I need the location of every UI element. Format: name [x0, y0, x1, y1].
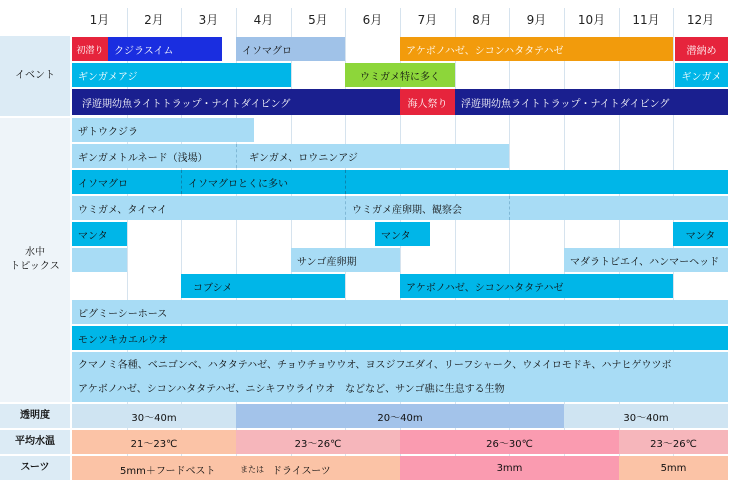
section-label-visibility: 透明度	[0, 404, 70, 428]
event-kaijin: 海人祭り	[400, 89, 455, 115]
visibility-1: 30〜40m	[72, 404, 236, 428]
temperature-4: 23〜26℃	[619, 430, 728, 454]
topic-gingame-rounin: ギンガメ、ロウニンアジ	[236, 144, 509, 168]
section-label-suits: スーツ	[0, 456, 70, 480]
topic-reef-line-2: アケボノハゼ、シコンハタタテハゼ、ニシキフウライウオ などなど、サンゴ礁に生息する生物	[78, 384, 505, 395]
topic-umigame-taimai: ウミガメ、タイマイ	[72, 196, 345, 220]
month-header-3: 3月	[198, 13, 219, 27]
event-fuyu-night-1: 浮遊期幼魚ライトトラップ・ナイトダイビング	[72, 89, 400, 115]
temperature-3: 26〜30℃	[400, 430, 619, 454]
topic-kobushime: コブシメ	[181, 274, 345, 298]
month-header-12: 12月	[686, 13, 715, 27]
topic-isomaguro-tail	[345, 170, 728, 194]
topic-pygmy: ピグミーシーホース	[72, 300, 728, 324]
month-header-4: 4月	[253, 13, 274, 27]
month-header-8: 8月	[472, 13, 492, 27]
temperature-2: 23〜26℃	[236, 430, 400, 454]
suits-winter-label: 5mm＋フードベスト	[120, 466, 216, 477]
topic-isomaguro-many: イソマグロとくに多い	[181, 170, 345, 194]
topic-umigame-sanran: ウミガメ産卵期、観察会	[345, 196, 509, 220]
temperature-1: 21〜23℃	[72, 430, 236, 454]
topic-zatoukujira: ザトウクジラ	[72, 118, 254, 142]
section-label-topics: 水中 トピックス	[0, 118, 70, 402]
suits-summer: 3mm	[400, 456, 619, 480]
event-fuyu-night-2: 浮遊期幼魚ライトトラップ・ナイトダイビング	[455, 89, 728, 115]
event-sennoume: 潜納め	[675, 37, 728, 61]
section-label-event: イベント	[0, 36, 70, 116]
topic-isomaguro: イソマグロ	[72, 170, 181, 194]
suits-autumn: 5mm	[619, 456, 728, 480]
event-gingame-aji: ギンガメアジ	[72, 63, 291, 87]
topic-manta-3: マンタ	[673, 222, 728, 246]
month-header-9: 9月	[526, 13, 547, 27]
topic-madara: マダラトビエイ、ハンマーヘッド	[564, 248, 728, 272]
month-header-10: 10月	[577, 13, 606, 27]
topic-reef-line-1: クマノミ各種、ベニゴンベ、ハタタテハゼ、チョウチョウウオ、ヨスジフエダイ、リーフシャーク、ウメイロモドキ、ハナヒゲウツボ	[78, 360, 672, 371]
event-umigame-many: ウミガメ特に多く	[345, 63, 455, 87]
suits-or-label: または	[240, 465, 264, 474]
month-header-2: 2月	[144, 13, 164, 27]
topic-gingame-tornado: ギンガメトルネード（浅場）	[72, 144, 236, 168]
month-header-1: 1月	[89, 13, 110, 27]
month-header-11: 11月	[632, 13, 660, 27]
visibility-2: 20〜40m	[236, 404, 564, 428]
topic-montsuki: モンツキカエルウオ	[72, 326, 728, 350]
topic-sango-lead	[72, 248, 127, 272]
month-header-6: 6月	[362, 13, 383, 27]
visibility-3: 30〜40m	[564, 404, 728, 428]
event-akebono: アケボノハゼ、シコンハタタテハゼ	[400, 37, 673, 61]
topic-sango: サンゴ産卵期	[291, 248, 400, 272]
topic-akebono: アケボノハゼ、シコンハタタテハゼ	[400, 274, 673, 298]
topic-manta-1: マンタ	[72, 222, 127, 246]
event-isomaguro: イソマグロ	[236, 37, 345, 61]
event-gingame: ギンガメ	[675, 63, 728, 87]
event-hatsumogri: 初潜り	[72, 37, 108, 61]
month-header-5: 5月	[308, 13, 328, 27]
month-header-7: 7月	[417, 13, 438, 27]
topic-manta-2: マンタ	[375, 222, 430, 246]
topic-umigame-tail	[509, 196, 728, 220]
event-kujira-swim: クジラスイム	[108, 37, 222, 61]
section-label-temperature: 平均水温	[0, 430, 70, 454]
suits-dry-label: ドライスーツ	[272, 466, 331, 477]
